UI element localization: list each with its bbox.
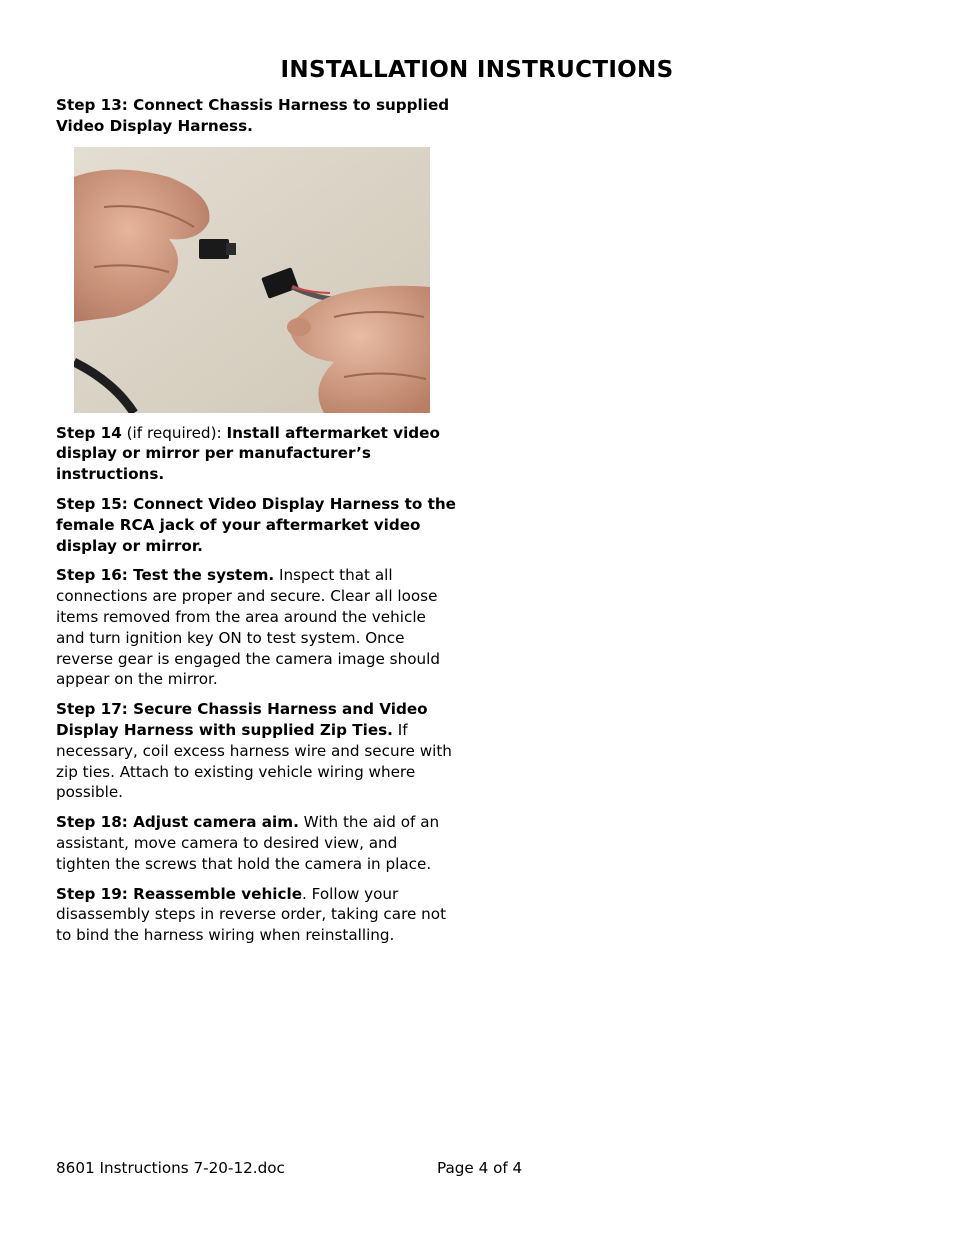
step-18-body: With the aid of an assistant, move camera to desired view, and tighten the screws that hold the camera in place. bbox=[56, 813, 440, 873]
step-18 bbox=[56, 812, 456, 874]
step-16 bbox=[56, 565, 456, 690]
harness-connector-photo bbox=[74, 147, 430, 413]
step-16-heading: Step 16: Test the system. bbox=[56, 566, 275, 585]
footer-page-number: Page 4 of 4 bbox=[437, 1159, 523, 1177]
step-13 bbox=[56, 95, 456, 137]
step-19 bbox=[56, 884, 456, 946]
footer-filename: 8601 Instructions 7-20-12.doc bbox=[56, 1159, 285, 1177]
step-17-body: If necessary, coil excess harness wire and secure with zip ties. Attach to existing vehicle wiring where possible. bbox=[56, 720, 452, 802]
step-17 bbox=[56, 699, 456, 803]
step-14-label: Step 14 bbox=[56, 423, 122, 442]
step-18-heading: Step 18: Adjust camera aim. bbox=[56, 813, 299, 832]
step-15-heading: Step 15: Connect Video Display Harness to the female RCA jack of your aftermarket video display or mirror. bbox=[56, 494, 456, 555]
step-16-body: Inspect that all connections are proper and secure. Clear all loose items removed from the area around the vehicle and turn ignition key ON to test system. Once reverse gear is engaged the camera image should appear on the mirror. bbox=[56, 566, 440, 689]
step-13-heading: Step 13: Connect Chassis Harness to supplied Video Display Harness. bbox=[56, 96, 450, 135]
step-17-heading: Step 17: Secure Chassis Harness and Video Display Harness with supplied Zip Ties. bbox=[56, 700, 428, 739]
step-19-heading: Step 19: Reassemble vehicle bbox=[56, 884, 302, 903]
step-15 bbox=[56, 494, 456, 556]
step-14-qualifier: (if required): bbox=[121, 423, 227, 442]
step-19-body: . Follow your disassembly steps in reverse order, taking care not to bind the harness wiring when reinstalling. bbox=[56, 884, 447, 945]
step-14-heading: Install aftermarket video display or mirror per manufacturer’s instructions. bbox=[56, 423, 440, 484]
step-14 bbox=[56, 423, 456, 485]
instructions-column bbox=[56, 95, 456, 955]
page-title: INSTALLATION INSTRUCTIONS bbox=[280, 57, 674, 83]
